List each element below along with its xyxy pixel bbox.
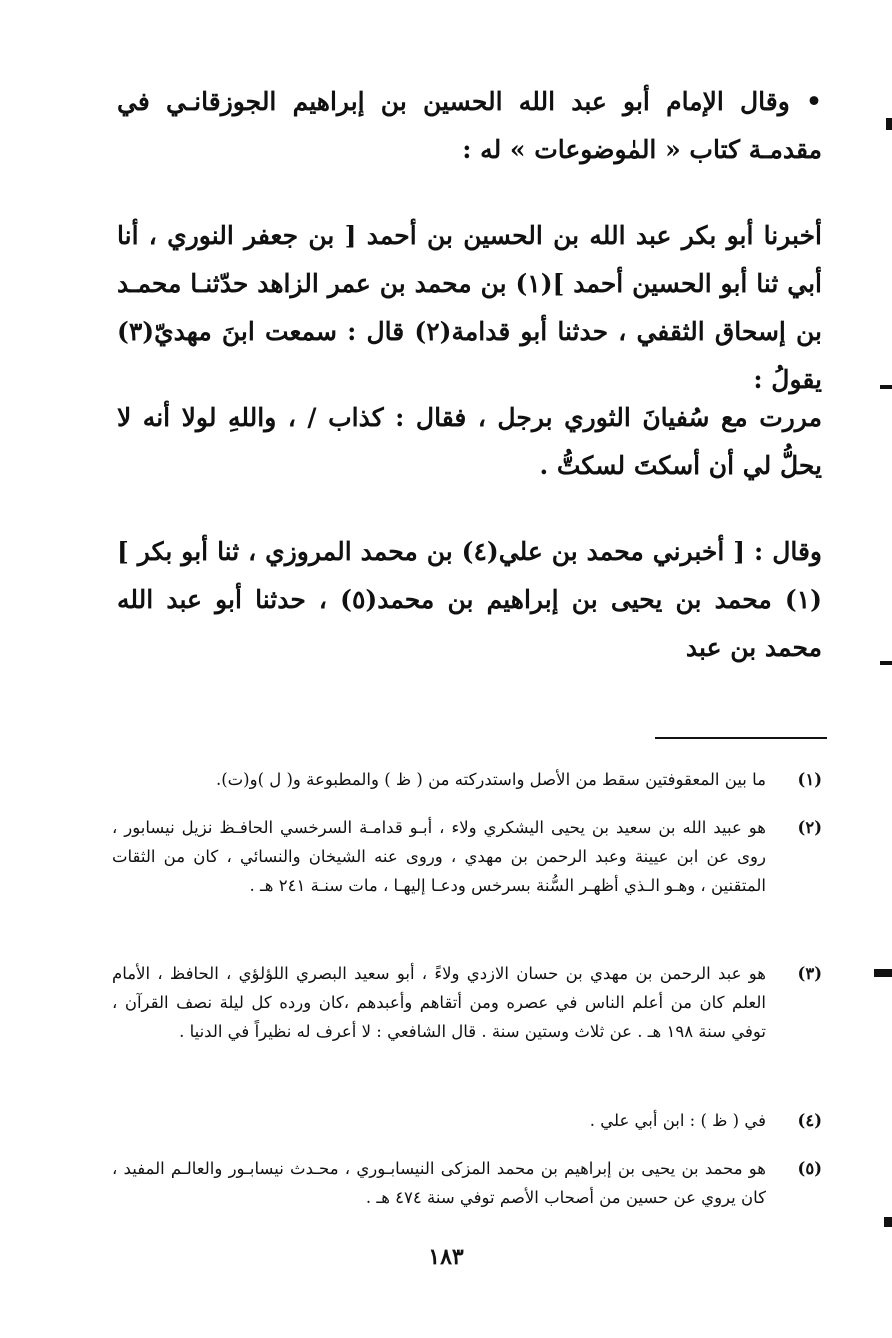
footnote-text: هو عبيد الله بن سعيد بن يحيى اليشكري ولاء ، أبـو قدامـة السرخسي الحافـظ نزيل نيسابور ، روى عن ابن عيينة وعبد الرحمن بن مهدي ، وروى عنه الشيخان والنسائي ، كان من الثقات المتقنين ، وهـو الـذي أظهـر السُّنة بسرخس ودعـا إليهـا ، مات سنـة ٢٤١ هـ . [112,818,766,895]
scan-edge-mark [884,1217,892,1227]
footnote-4 [112,1106,822,1135]
footnote-text: ما بين المعقوفتين سقط من الأصل واستدركته من ( ظ ) والمطبوعة و( ل )و(ت). [215,770,766,789]
isnad-paragraph: أخبرنا أبو بكر عبد الله بن الحسين بن أحمد [ بن جعفر النوري ، أنا أبي ثنا أبو الحسين أحمد ](١) بن محمد بن عمر الزاهد حدّثنـا محمـد بن إسحاق الثقفي ، حدثنا أبو قدامة(٢) قال : سمعت ابنَ مهديّ(٣) يقولُ : [117,221,823,394]
narration-paragraph: مررت مع سُفيانَ الثوري برجل ، فقال : كذاب / ، واللهِ لولا أنه لا يحلُّ لي أن أسكتَ لسكتُّ . [117,403,822,480]
footnote-number: (٢) [797,818,822,837]
footnote-1 [112,765,822,794]
footnote-3 [112,959,822,1046]
scan-edge-mark [874,969,892,977]
intro-paragraph: • وقال الإمام أبو عبد الله الحسين بن إبراهيم الجوزقانـي في مقدمـة كتاب « المٰوضوعات » له : [117,87,822,164]
footnote-number: (١) [797,770,822,789]
scan-edge-mark [886,118,892,130]
second-isnad-paragraph: وقال : [ أخبرني محمد بن علي(٤) بن محمد المروزي ، ثنا أبو بكر ](١) محمد بن يحيى بن إبراهيم بن محمد(٥) ، حدثنا أبو عبد الله محمد بن عبد [117,537,822,662]
footnote-number: (٤) [797,1111,822,1130]
footnote-separator [655,737,827,739]
scan-edge-mark [880,385,892,389]
footnote-text: هو محمد بن يحيى بن إبراهيم بن محمد المزكى النيسابـوري ، محـدث نيسابـور والعالـم المفيد ، كان يروي عن حسين من أصحاب الأصم توفي سنة ٤٧٤ هـ . [112,1159,766,1207]
page-number: ١٨٣ [428,1244,464,1270]
footnote-5 [112,1154,822,1212]
footnote-2 [112,813,822,900]
scan-edge-mark [880,661,892,665]
footnote-number: (٥) [797,1159,822,1178]
footnote-text: هو عبد الرحمن بن مهدي بن حسان الازدي ولاءً ، أبو سعيد البصري اللؤلؤي ، الحافظ ، الأمام العلم كان من أعلم الناس في عصره ومن أتقاهم وأعبدهم ،كان ورده كل ليلة نصف القرآن ، توفي سنة ١٩٨ هـ . عن ثلاث وستين سنة . قال الشافعي : لا أعرف له نظيراً في الدنيا . [112,964,766,1041]
footnote-text: في ( ظ ) : ابن أبي علي . [589,1111,766,1130]
footnote-number: (٣) [797,964,822,983]
